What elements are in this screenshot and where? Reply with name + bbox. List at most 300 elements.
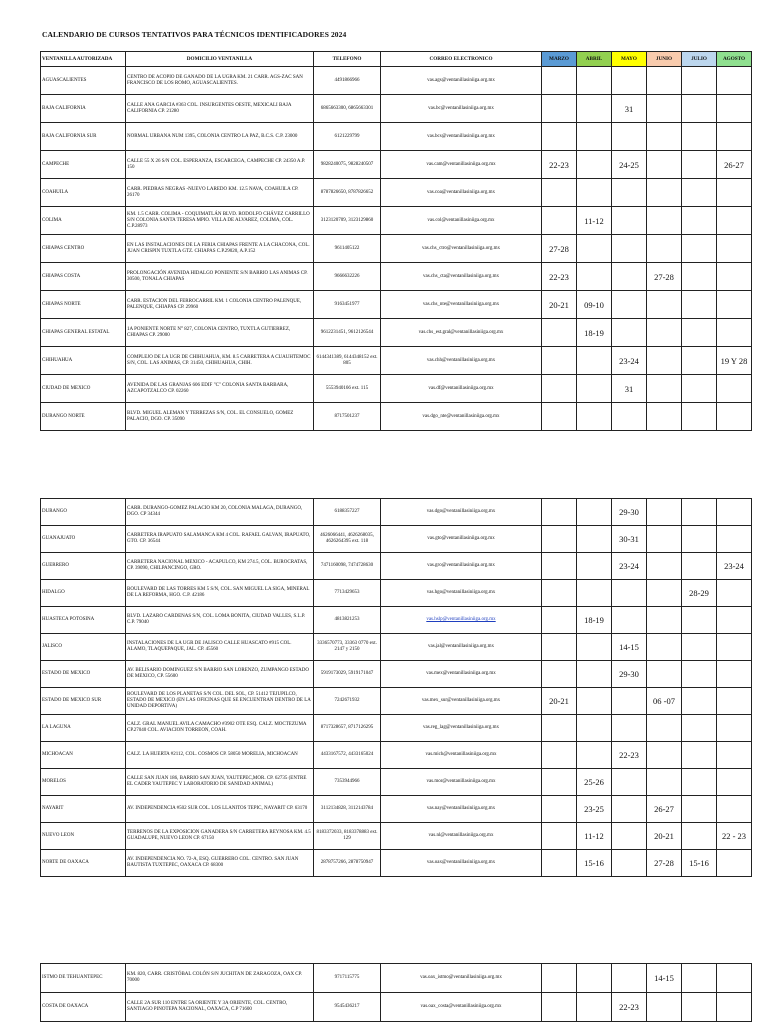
marzo-cell — [542, 347, 577, 375]
mayo-cell — [612, 235, 647, 263]
junio-cell — [647, 151, 682, 179]
telefono-cell: 6188357227 — [314, 499, 381, 526]
table-row — [41, 526, 752, 553]
mayo-cell — [612, 291, 647, 319]
agosto-cell — [717, 67, 752, 95]
junio-cell — [647, 526, 682, 553]
correo-cell: vas.dgo@ventanillasiniiga.org.mx — [381, 499, 542, 526]
agosto-cell — [717, 526, 752, 553]
ventanilla-cell: NORTE DE OAXACA — [41, 850, 126, 877]
ventanilla-cell: BAJA CALIFORNIA SUR — [41, 123, 126, 151]
junio-cell — [647, 403, 682, 431]
abril-cell — [577, 661, 612, 688]
table-row — [41, 207, 752, 235]
mayo-cell — [612, 403, 647, 431]
correo-cell: vas.oax@ventanillasiniiga.org.mx — [381, 850, 542, 877]
julio-cell — [682, 742, 717, 769]
junio-cell — [647, 291, 682, 319]
telefono-cell: 8717328657, 8717126295 — [314, 715, 381, 742]
domicilio-cell: BLVD. LAZARO CARDENAS S/N, COL. LOMA BONITA, CIUDAD VALLES, S.L.P. C.P. 79040 — [126, 607, 314, 634]
ventanilla-cell: GUERRERO — [41, 553, 126, 580]
junio-cell — [647, 207, 682, 235]
marzo-cell — [542, 526, 577, 553]
julio-cell — [682, 993, 717, 1022]
table-row — [41, 796, 752, 823]
correo-cell: vas.jal@ventanillasiniiga.org.mx — [381, 634, 542, 661]
telefono-cell: 8787826650, 8787826652 — [314, 179, 381, 207]
correo-cell: vas.mex@ventanillasiniiga.org.mx — [381, 661, 542, 688]
marzo-cell: 27-28 — [542, 235, 577, 263]
table-row — [41, 67, 752, 95]
abril-cell — [577, 715, 612, 742]
agosto-cell — [717, 634, 752, 661]
correo-cell: vas.df@ventanillasiniiga.org.mx — [381, 375, 542, 403]
ventanilla-cell: AGUASCALIENTES — [41, 67, 126, 95]
correo-cell: vas.gro@ventanillasiniiga.org.mx — [381, 553, 542, 580]
ventanilla-cell: NUEVO LEON — [41, 823, 126, 850]
julio-cell — [682, 95, 717, 123]
table-row — [41, 319, 752, 347]
correo-cell: vas.hgo@ventanillasiniiga.org.mx — [381, 580, 542, 607]
ventanilla-cell: COLIMA — [41, 207, 126, 235]
abril-cell — [577, 742, 612, 769]
julio-cell — [682, 347, 717, 375]
marzo-cell — [542, 67, 577, 95]
domicilio-cell: TERRENOS DE LA EXPOSICION GANADERA S/N CARRETERA REYNOSA KM. 4.5 GUADALUPE, NUEVO LEON CP. 67150 — [126, 823, 314, 850]
junio-cell: 14-15 — [647, 964, 682, 993]
domicilio-cell: KM. 820, CARR. CRISTÓBAL COLÓN S/N JUCHITAN DE ZARAGOZA, OAX CP. 70000 — [126, 964, 314, 993]
abril-cell — [577, 67, 612, 95]
agosto-cell — [717, 796, 752, 823]
abril-cell — [577, 553, 612, 580]
domicilio-cell: 1A PONIENTE NORTE N° 827, COLONIA CENTRO, TUXTLA GUTIERREZ, CHIAPAS CP. 29000 — [126, 319, 314, 347]
julio-cell — [682, 207, 717, 235]
ventanilla-cell: COSTA DE OAXACA — [41, 993, 126, 1022]
header-correo: CORREO ELECTRONICO — [381, 52, 542, 67]
domicilio-cell: CARR. PIEDRAS NEGRAS -NUEVO LAREDO KM. 12.5 NAVA, COAHUILA CP. 26170 — [126, 179, 314, 207]
header-marzo: MARZO — [542, 52, 577, 67]
telefono-cell: 9611405122 — [314, 235, 381, 263]
junio-cell — [647, 499, 682, 526]
julio-cell — [682, 403, 717, 431]
correo-cell: vas.gto@ventanillasiniiga.org.mx — [381, 526, 542, 553]
mayo-cell: 29-30 — [612, 661, 647, 688]
abril-cell — [577, 179, 612, 207]
abril-cell — [577, 499, 612, 526]
correo-cell[interactable]: vas.hslp@ventanillasiniiga.org.mx — [381, 607, 542, 634]
table-row — [41, 661, 752, 688]
domicilio-cell: AVENIDA DE LAS GRANJAS 606 EDIF "C" COLONIA SANTA BARBARA, AZCAPOTZALCO CP. 02260 — [126, 375, 314, 403]
header-telefono: TELEFONO — [314, 52, 381, 67]
julio-cell — [682, 823, 717, 850]
marzo-cell — [542, 319, 577, 347]
header-junio: JUNIO — [647, 52, 682, 67]
correo-cell: vas.oax_costa@ventanillasiniiga.org.mx — [381, 993, 542, 1022]
ventanilla-cell: CAMPECHE — [41, 151, 126, 179]
courses-table-2 — [40, 498, 752, 877]
marzo-cell — [542, 179, 577, 207]
mayo-cell — [612, 207, 647, 235]
correo-cell: vas.nl@ventanillasiniiga.org.mx — [381, 823, 542, 850]
domicilio-cell: CALLE ANA GARCIA #363 COL. INSURGENTES OESTE, MEXICALI BAJA CALIFORNIA CP. 21280 — [126, 95, 314, 123]
abril-cell — [577, 235, 612, 263]
correo-cell: vas.nay@ventanillasiniiga.org.mx — [381, 796, 542, 823]
correo-cell: vas.oax_istmo@ventanillasiniiga.org.mx — [381, 964, 542, 993]
agosto-cell — [717, 993, 752, 1022]
mayo-cell — [612, 688, 647, 715]
agosto-cell: 19 Y 28 — [717, 347, 752, 375]
correo-cell: vas.mich@ventanillasiniiga.org.mx — [381, 742, 542, 769]
table-row — [41, 291, 752, 319]
junio-cell: 26-27 — [647, 796, 682, 823]
abril-cell — [577, 263, 612, 291]
agosto-cell — [717, 263, 752, 291]
mayo-cell — [612, 964, 647, 993]
mayo-cell: 31 — [612, 95, 647, 123]
junio-cell: 27-28 — [647, 850, 682, 877]
abril-cell — [577, 95, 612, 123]
header-abril: ABRIL — [577, 52, 612, 67]
ventanilla-cell: ESTADO DE MEXICO — [41, 661, 126, 688]
julio-cell — [682, 526, 717, 553]
correo-cell: vas.col@ventanillasiniiga.org.mx — [381, 207, 542, 235]
marzo-cell: 20-21 — [542, 291, 577, 319]
table-row — [41, 375, 752, 403]
julio-cell — [682, 769, 717, 796]
marzo-cell — [542, 796, 577, 823]
agosto-cell — [717, 291, 752, 319]
abril-cell — [577, 151, 612, 179]
julio-cell — [682, 964, 717, 993]
julio-cell: 15-16 — [682, 850, 717, 877]
table-row — [41, 823, 752, 850]
julio-cell — [682, 688, 717, 715]
domicilio-cell: CARR. DURANGO-GOMEZ PALACIO KM 20, COLONIA MALAGA, DURANGO, DGO. CP 34344 — [126, 499, 314, 526]
marzo-cell — [542, 375, 577, 403]
julio-cell — [682, 499, 717, 526]
mayo-cell: 31 — [612, 375, 647, 403]
julio-cell — [682, 235, 717, 263]
agosto-cell — [717, 964, 752, 993]
junio-cell — [647, 235, 682, 263]
domicilio-cell: EN LAS INSTALACIONES DE LA FERIA CHIAPAS FRENTE A LA CHACONA, COL. JUAN CRISPIN TUXTLA GTZ. CHIAPAS C.P.29020, A.P.152 — [126, 235, 314, 263]
abril-cell — [577, 375, 612, 403]
julio-cell — [682, 796, 717, 823]
table-row — [41, 263, 752, 291]
telefono-cell: 9666632226 — [314, 263, 381, 291]
domicilio-cell: CALLE SAN JUAN 186, BARRIO SAN JUAN, YAUTEPEC,MOR. CP. 62735 (ENTRE EL CADER YAUTEPEC Y LABORATORIO DE SANIDAD ANIMAL) — [126, 769, 314, 796]
header-domicilio: DOMICILIO VENTANILLA — [126, 52, 314, 67]
domicilio-cell: CARRETERA NACIONAL MEXICO - ACAPULCO, KM 274.5, COL. BUROCRATAS, CP. 39090, CHILPANCINGO, GRO. — [126, 553, 314, 580]
mayo-cell — [612, 715, 647, 742]
table-row — [41, 347, 752, 375]
domicilio-cell: BLVD. MIGUEL ALEMAN Y TERREZAS S/N, COL. EL CONSUELO, GOMEZ PALACIO, DGO. CP. 35090 — [126, 403, 314, 431]
telefono-cell: 6865663300, 6865663301 — [314, 95, 381, 123]
telefono-cell: 7242671932 — [314, 688, 381, 715]
mayo-cell: 23-24 — [612, 347, 647, 375]
telefono-cell: 4433167572, 4433165024 — [314, 742, 381, 769]
table-row — [41, 499, 752, 526]
telefono-cell: 4626066441, 4626268035, 4626264395 ext. 118 — [314, 526, 381, 553]
marzo-cell — [542, 207, 577, 235]
table-row — [41, 769, 752, 796]
domicilio-cell: KM. 1.5 CARR. COLIMA - COQUIMATLÁN BLVD. RODOLFO CHÁVEZ CARRILLO S/N COLONIA SANTA TERESA MPIO. VILLA DE ALVAREZ, COLIMA, COL. C.P.28973 — [126, 207, 314, 235]
telefono-cell: 7353944966 — [314, 769, 381, 796]
correo-cell: vas.ags@ventanillasiniiga.org.mx — [381, 67, 542, 95]
mayo-cell — [612, 67, 647, 95]
domicilio-cell: CENTRO DE ACOPIO DE GANADO DE LA UGRA KM. 21 CARR. AGS-ZAC SAN FRANCISCO DE LOS ROMO, AGUASCALIENTES. — [126, 67, 314, 95]
correo-cell: vas.chs_ctro@ventanillasiniiga.org.mx — [381, 235, 542, 263]
mayo-cell — [612, 796, 647, 823]
telefono-cell: 8183372033, 8183378883 ext. 129 — [314, 823, 381, 850]
julio-cell — [682, 607, 717, 634]
ventanilla-cell: ESTADO DE MEXICO SUR — [41, 688, 126, 715]
mayo-cell: 22-23 — [612, 993, 647, 1022]
julio-cell — [682, 661, 717, 688]
telefono-cell: 4813821253 — [314, 607, 381, 634]
marzo-cell — [542, 634, 577, 661]
ventanilla-cell: MICHOACAN — [41, 742, 126, 769]
telefono-cell: 6144341389, 6144348152 ext. 805 — [314, 347, 381, 375]
marzo-cell — [542, 742, 577, 769]
correo-cell: vas.chh@ventanillasiniiga.org.mx — [381, 347, 542, 375]
abril-cell — [577, 580, 612, 607]
junio-cell — [647, 179, 682, 207]
table-row — [41, 607, 752, 634]
mayo-cell: 22-23 — [612, 742, 647, 769]
header-julio: JULIO — [682, 52, 717, 67]
marzo-cell — [542, 661, 577, 688]
julio-cell — [682, 375, 717, 403]
julio-cell — [682, 715, 717, 742]
julio-cell — [682, 319, 717, 347]
ventanilla-cell: CHIAPAS NORTE — [41, 291, 126, 319]
ventanilla-cell: HIDALGO — [41, 580, 126, 607]
junio-cell — [647, 769, 682, 796]
junio-cell — [647, 347, 682, 375]
marzo-cell — [542, 964, 577, 993]
header-ventanilla: VENTANILLA AUTORIZADA — [41, 52, 126, 67]
junio-cell — [647, 661, 682, 688]
domicilio-cell: BOULEVARD DE LOS PLANETAS S/N COL. DEL SOL, CP. 51412 TEJUPILCO, ESTADO DE MEXICO (EN LAS OFICINAS QUE SE ENCUENTRAN DENTRO DE LA UNIDAD DEPORTIVA) — [126, 688, 314, 715]
abril-cell — [577, 403, 612, 431]
agosto-cell — [717, 375, 752, 403]
mayo-cell — [612, 263, 647, 291]
junio-cell — [647, 95, 682, 123]
domicilio-cell: CARRETERA IRAPUATO SALAMANCA KM 4 COL. RAFAEL GALVAN, IRAPUATO, GTO. CP. 36544 — [126, 526, 314, 553]
junio-cell — [647, 580, 682, 607]
agosto-cell — [717, 235, 752, 263]
table-row — [41, 993, 752, 1022]
abril-cell: 15-16 — [577, 850, 612, 877]
agosto-cell — [717, 207, 752, 235]
marzo-cell — [542, 123, 577, 151]
table-row — [41, 715, 752, 742]
table-row — [41, 580, 752, 607]
mayo-cell: 14-15 — [612, 634, 647, 661]
mayo-cell: 29-30 — [612, 499, 647, 526]
junio-cell — [647, 634, 682, 661]
ventanilla-cell: BAJA CALIFORNIA — [41, 95, 126, 123]
domicilio-cell: PROLONGACIÓN AVENIDA HIDALGO PONIENTE S/N BARRIO LAS ANIMAS CP. 30500, TONALA CHIAPAS — [126, 263, 314, 291]
julio-cell — [682, 123, 717, 151]
mayo-cell: 24-25 — [612, 151, 647, 179]
abril-cell: 09-10 — [577, 291, 612, 319]
mayo-cell — [612, 769, 647, 796]
telefono-cell: 2878757266, 2878750947 — [314, 850, 381, 877]
page-title: CALENDARIO DE CURSOS TENTATIVOS PARA TÉCNICOS IDENTIFICADORES 2024 — [42, 30, 347, 39]
domicilio-cell: CALLE 55 X 26 S/N COL. ESPERANZA, ESCARCEGA, CAMPECHE CP. 24350 A.P. 150 — [126, 151, 314, 179]
telefono-cell: 9545436217 — [314, 993, 381, 1022]
domicilio-cell: NORMAL URBANA NUM 1395, COLONIA CENTRO LA PAZ, B.C.S. C.P. 23000 — [126, 123, 314, 151]
julio-cell: 28-29 — [682, 580, 717, 607]
correo-cell: vas.mex_sur@ventanillasiniiga.org.mx — [381, 688, 542, 715]
ventanilla-cell: CIUDAD DE MEXICO — [41, 375, 126, 403]
ventanilla-cell: CHIAPAS GENERAL ESTATAL — [41, 319, 126, 347]
table-row — [41, 95, 752, 123]
courses-table-3 — [40, 963, 752, 1022]
ventanilla-cell: GUANAJUATO — [41, 526, 126, 553]
correo-cell: vas.chs_nte@ventanillasiniiga.org.mx — [381, 291, 542, 319]
telefono-cell: 5553940166 ext. 115 — [314, 375, 381, 403]
telefono-cell: 8717501237 — [314, 403, 381, 431]
telefono-cell: 9828240075, 9828240507 — [314, 151, 381, 179]
agosto-cell: 22 - 23 — [717, 823, 752, 850]
correo-cell: vas.coa@ventanillasiniiga.org.mx — [381, 179, 542, 207]
mayo-cell — [612, 607, 647, 634]
domicilio-cell: CALZ. LA HUERTA #2112, COL. COSMOS CP. 58050 MORELIA, MICHOACAN — [126, 742, 314, 769]
marzo-cell — [542, 607, 577, 634]
marzo-cell — [542, 850, 577, 877]
marzo-cell — [542, 823, 577, 850]
abril-cell: 25-26 — [577, 769, 612, 796]
julio-cell — [682, 291, 717, 319]
junio-cell: 27-28 — [647, 263, 682, 291]
mayo-cell — [612, 823, 647, 850]
table-row — [41, 964, 752, 993]
correo-cell: vas.bc@ventanillasiniiga.org.mx — [381, 95, 542, 123]
abril-cell: 23-25 — [577, 796, 612, 823]
telefono-cell: 3336570773, 33363 0770 ext. 2147 y 2150 — [314, 634, 381, 661]
agosto-cell — [717, 179, 752, 207]
ventanilla-cell: CHIAPAS COSTA — [41, 263, 126, 291]
table-row — [41, 179, 752, 207]
abril-cell: 11-12 — [577, 823, 612, 850]
domicilio-cell: INSTALACIONES DE LA UGR DE JALISCO CALLE HUASCATO #915 COL. ALAMO, TLAQUEPAQUE, JAL. CP. 45560 — [126, 634, 314, 661]
ventanilla-cell: LA LAGUNA — [41, 715, 126, 742]
domicilio-cell: BOULEVARD DE LAS TORRES KM 5 S/N, COL. SAN MIGUEL LA SIGA, MINERAL DE LA REFORMA, HGO. C.P. 42186 — [126, 580, 314, 607]
junio-cell — [647, 993, 682, 1022]
agosto-cell — [717, 769, 752, 796]
marzo-cell — [542, 715, 577, 742]
ventanilla-cell: DURANGO — [41, 499, 126, 526]
junio-cell: 06 -07 — [647, 688, 682, 715]
junio-cell — [647, 123, 682, 151]
correo-cell: vas.bcs@ventanillasiniiga.org.mx — [381, 123, 542, 151]
junio-cell — [647, 607, 682, 634]
marzo-cell — [542, 499, 577, 526]
marzo-cell — [542, 553, 577, 580]
marzo-cell — [542, 993, 577, 1022]
abril-cell — [577, 964, 612, 993]
agosto-cell — [717, 499, 752, 526]
ventanilla-cell: HUASTECA POTOSINA — [41, 607, 126, 634]
table-row — [41, 123, 752, 151]
julio-cell — [682, 67, 717, 95]
ventanilla-cell: DURANGO NORTE — [41, 403, 126, 431]
junio-cell — [647, 715, 682, 742]
mayo-cell — [612, 123, 647, 151]
telefono-cell: 7713429653 — [314, 580, 381, 607]
julio-cell — [682, 179, 717, 207]
abril-cell — [577, 634, 612, 661]
header-mayo: MAYO — [612, 52, 647, 67]
table-row — [41, 553, 752, 580]
junio-cell — [647, 553, 682, 580]
ventanilla-cell: JALISCO — [41, 634, 126, 661]
table-row — [41, 235, 752, 263]
julio-cell — [682, 634, 717, 661]
domicilio-cell: AV. BELISARIO DOMINGUEZ S/N BARRIO SAN LORENZO, ZUMPANGO ESTADO DE MEXICO, CP. 55600 — [126, 661, 314, 688]
correo-cell: vas.cam@ventanillasiniiga.org.mx — [381, 151, 542, 179]
domicilio-cell: CALZ. GRAL MANUEL AVILA CAMACHO #3902 OTE ESQ. CALZ. MOCTEZUMA CP.27040 COL. AVIACION TORREON, COAH. — [126, 715, 314, 742]
mayo-cell — [612, 319, 647, 347]
marzo-cell — [542, 95, 577, 123]
agosto-cell — [717, 403, 752, 431]
table-row — [41, 850, 752, 877]
julio-cell — [682, 263, 717, 291]
table-row — [41, 742, 752, 769]
mayo-cell: 30-31 — [612, 526, 647, 553]
mayo-cell — [612, 580, 647, 607]
domicilio-cell: CALLE 2A SUR 110 ENTRE 5A ORIENTE Y 3A ORIENTE, COL. CENTRO, SANTIAGO PINOTEPA NACIONAL, OAXACA, C.P 71600 — [126, 993, 314, 1022]
table-row — [41, 151, 752, 179]
correo-cell: vas.chs_cta@ventanillasiniiga.org.mx — [381, 263, 542, 291]
agosto-cell — [717, 319, 752, 347]
agosto-cell — [717, 688, 752, 715]
telefono-cell: 6121229799 — [314, 123, 381, 151]
agosto-cell — [717, 580, 752, 607]
telefono-cell: 3112134828, 3112143784 — [314, 796, 381, 823]
abril-cell — [577, 347, 612, 375]
table-row — [41, 403, 752, 431]
domicilio-cell: AV. INDEPENDENCIA NO. 72-A, ESQ. GUERRERO COL. CENTRO. SAN JUAN BAUTISTA TUXTEPEC, OAXACA CP. 68300 — [126, 850, 314, 877]
correo-cell: vas.dgo_nte@ventanillasiniiga.org.mx — [381, 403, 542, 431]
abril-cell — [577, 993, 612, 1022]
telefono-cell: 3123120709, 3123129860 — [314, 207, 381, 235]
telefono-cell: 7471160098, 7474728630 — [314, 553, 381, 580]
abril-cell: 11-12 — [577, 207, 612, 235]
telefono-cell: 9163451977 — [314, 291, 381, 319]
telefono-cell: 9612231451, 9612126544 — [314, 319, 381, 347]
agosto-cell — [717, 715, 752, 742]
junio-cell — [647, 742, 682, 769]
domicilio-cell: COMPLEJO DE LA UGR DE CHIHUAHUA, KM. 8.5 CARRETERA A CUAUHTEMOC S/N, COL. LAS ANIMAS, CP. 31450, CHIHUAHUA, CHIH. — [126, 347, 314, 375]
mayo-cell: 23-24 — [612, 553, 647, 580]
marzo-cell — [542, 769, 577, 796]
julio-cell — [682, 553, 717, 580]
agosto-cell — [717, 850, 752, 877]
marzo-cell: 20-21 — [542, 688, 577, 715]
ventanilla-cell: ISTMO DE TEHUANTEPEC — [41, 964, 126, 993]
header-agosto: AGOSTO — [717, 52, 752, 67]
domicilio-cell: AV. INDEPENDENCIA #502 SUR COL. LOS LLANITOS TEPIC, NAYARIT CP. 63170 — [126, 796, 314, 823]
table-row — [41, 688, 752, 715]
junio-cell — [647, 375, 682, 403]
agosto-cell: 23-24 — [717, 553, 752, 580]
mayo-cell — [612, 179, 647, 207]
correo-cell: vas.chs_est.gral@ventanillasiniiga.org.mx — [381, 319, 542, 347]
